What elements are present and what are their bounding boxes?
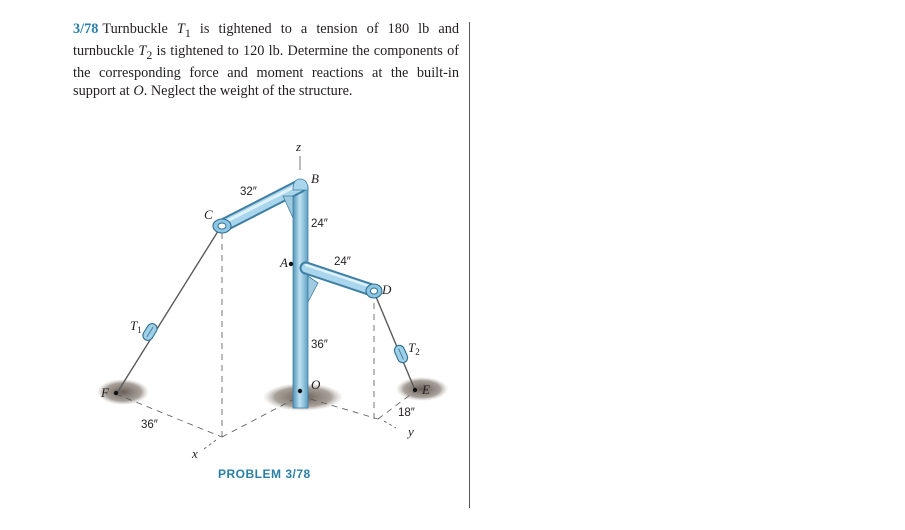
problem-text-part-1: Turnbuckle (102, 21, 177, 37)
point-a-dot (289, 262, 293, 266)
end-cap-d (366, 284, 382, 298)
label-t2: $T_2$ (408, 340, 420, 357)
dimension-24-arm: 24″ (334, 256, 351, 268)
gusset-upper (283, 196, 293, 218)
dimension-36-vertical: 36″ (311, 339, 328, 351)
t2-subscript: 2 (146, 47, 153, 62)
label-o: O (311, 377, 321, 392)
turnbuckle-t1 (141, 322, 159, 343)
end-cap-c (213, 219, 231, 233)
vertical-pipe (293, 186, 308, 408)
dimension-18: 18″ (398, 407, 415, 419)
t1-subscript: 1 (184, 25, 191, 40)
label-f: F (101, 385, 109, 400)
construction-lines (116, 231, 414, 437)
problem-text-part-4: . Neglect the weight of the structure. (143, 82, 353, 99)
problem-number: 3/78 (73, 21, 99, 37)
label-d: D (382, 282, 392, 297)
axis-label-y: y (408, 424, 414, 439)
label-a: A (280, 255, 288, 270)
turnbuckle-t2 (393, 344, 409, 365)
cable-cf (117, 228, 220, 393)
figure-caption: PROBLEM 3/78 (218, 467, 311, 481)
problem-text-part-3: is tightened to 120 lb. Determine the components of the corresponding force and moment reactions at the built-in support at (73, 42, 459, 99)
label-t1: $T_1$ (130, 318, 142, 335)
label-c: C (204, 207, 213, 222)
axis-label-z: z (296, 139, 302, 154)
axis-label-x: x (192, 446, 198, 461)
point-o-symbol: O (133, 82, 144, 99)
point-f-dot (114, 391, 118, 395)
dimension-24-upper: 24″ (311, 218, 328, 230)
point-e-dot (413, 388, 417, 392)
gusset-lower (308, 276, 318, 302)
point-o-dot (298, 389, 302, 393)
label-e: E (422, 382, 430, 397)
label-b: B (311, 171, 319, 186)
t2-symbol: T (138, 42, 147, 59)
dimension-32: 32″ (240, 186, 257, 198)
t1-symbol: T (176, 21, 185, 37)
problem-text-part-2: is tightened to a tension of 180 lb and turnbuckle (73, 21, 459, 59)
dimension-36-x: 36″ (141, 419, 158, 431)
